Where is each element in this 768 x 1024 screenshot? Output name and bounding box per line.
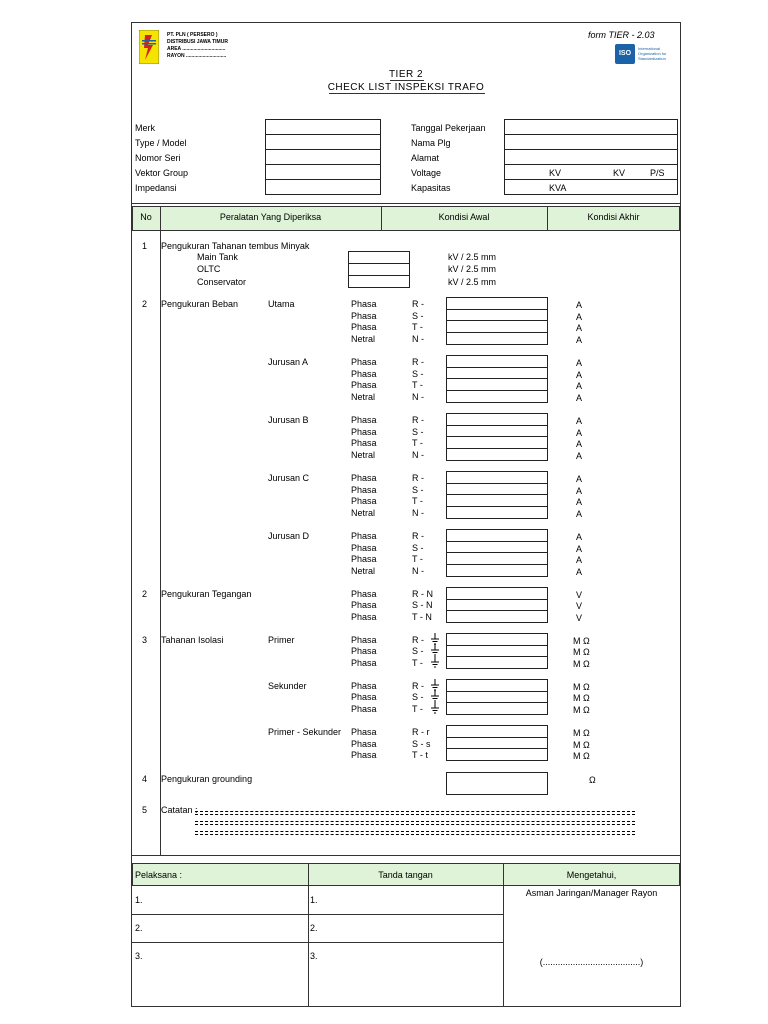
phasa-label: Phasa <box>351 658 377 668</box>
group-jurusan-b: Jurusan B <box>268 415 309 425</box>
tier-label: TIER 2 <box>388 69 424 80</box>
unit-a: A <box>576 323 583 333</box>
unit-a: A <box>576 428 583 438</box>
col-kondisi-akhir: Kondisi Akhir <box>587 212 640 222</box>
section3-number: 2 <box>142 589 148 599</box>
catatan-line[interactable] <box>195 821 635 825</box>
phasa-label: Phasa <box>351 369 377 379</box>
phasa-label: Phasa <box>351 600 377 610</box>
phasa-label: Phasa <box>351 554 377 564</box>
ground-icon <box>430 656 440 668</box>
tanda-tangan-label: Tanda tangan <box>378 870 433 880</box>
phase-s: S - <box>412 369 424 379</box>
vektor-group-field[interactable] <box>265 164 381 180</box>
phase-n: N - <box>412 450 424 460</box>
netral-label: Netral <box>351 508 376 518</box>
nomor-seri-label: Nomor Seri <box>135 153 181 163</box>
phasa-label: Phasa <box>351 612 377 622</box>
catatan-line[interactable] <box>195 811 635 815</box>
catatan-line[interactable] <box>195 831 635 835</box>
unit-mohm: M Ω <box>573 636 590 646</box>
pelaksana-row-2[interactable]: 2. <box>135 923 143 933</box>
nama-plg-label: Nama Plg <box>411 138 451 148</box>
phase-t: T - <box>412 496 423 506</box>
unit-v: V <box>576 613 583 623</box>
phase-r: R - <box>412 635 424 645</box>
phase-n: N - <box>412 334 424 344</box>
vektor-group-label: Vektor Group <box>135 168 189 178</box>
phase-rr: R - r <box>412 727 430 737</box>
group-sekunder: Sekunder <box>268 681 307 691</box>
company-name: PT. PLN ( PERSERO ) <box>167 32 218 38</box>
netral-label: Netral <box>351 334 376 344</box>
section2-number: 2 <box>142 299 148 309</box>
group-jurusan-c: Jurusan C <box>268 473 310 483</box>
unit-a: A <box>576 416 583 426</box>
phase-s: S - <box>412 485 424 495</box>
unit-a: A <box>576 300 583 310</box>
unit-mohm: M Ω <box>573 705 590 715</box>
phase-sn: S - N <box>412 600 433 610</box>
catatan-label: Catatan : <box>161 805 198 815</box>
unit-mohm: M Ω <box>573 751 590 761</box>
netral-label: Netral <box>351 450 376 460</box>
phase-n: N - <box>412 508 424 518</box>
grounding-field[interactable] <box>446 772 548 795</box>
phasa-label: Phasa <box>351 646 377 656</box>
phase-s: S - <box>412 311 424 321</box>
tanggal-field[interactable] <box>504 119 678 135</box>
phase-t: T - <box>412 322 423 332</box>
alamat-label: Alamat <box>411 153 440 163</box>
phase-t: T - <box>412 554 423 564</box>
phase-t: T - <box>412 658 423 668</box>
phase-r: R - <box>412 299 424 309</box>
phasa-label: Phasa <box>351 727 377 737</box>
unit-a: A <box>576 509 583 519</box>
form-code: form TIER - 2.03 <box>588 30 655 40</box>
phasa-label: Phasa <box>351 681 377 691</box>
kapasitas-label: Kapasitas <box>411 183 451 193</box>
section5-number: 4 <box>142 774 148 784</box>
unit-mohm: M Ω <box>573 682 590 692</box>
unit-v: V <box>576 601 583 611</box>
phase-s: S - <box>412 427 424 437</box>
area-field: AREA ............................... <box>167 46 226 52</box>
group-primer: Primer <box>268 635 295 645</box>
unit-a: A <box>576 312 583 322</box>
unit-a: A <box>576 358 583 368</box>
netral-label: Netral <box>351 566 376 576</box>
phase-r: R - <box>412 415 424 425</box>
phasa-label: Phasa <box>351 322 377 332</box>
ground-icon <box>430 644 440 656</box>
section1-number: 1 <box>142 241 148 251</box>
phasa-label: Phasa <box>351 427 377 437</box>
pelaksana-row-1[interactable]: 1. <box>135 895 143 905</box>
impedansi-label: Impedansi <box>135 183 177 193</box>
voltage-label: Voltage <box>411 168 442 178</box>
unit-a: A <box>576 439 583 449</box>
phasa-label: Phasa <box>351 750 377 760</box>
inspection-form <box>131 22 681 1007</box>
phase-s: S - <box>412 692 424 702</box>
section4-number: 3 <box>142 635 148 645</box>
phasa-label: Phasa <box>351 704 377 714</box>
unit-mohm: M Ω <box>573 659 590 669</box>
unit-mohm: M Ω <box>573 740 590 750</box>
phasa-label: Phasa <box>351 473 377 483</box>
phase-r: R - <box>412 473 424 483</box>
isolasi-field[interactable] <box>446 702 548 715</box>
merk-field[interactable] <box>265 119 381 135</box>
unit-a: A <box>576 532 583 542</box>
tegangan-field[interactable] <box>446 610 548 623</box>
beban-field[interactable] <box>446 564 548 577</box>
unit-a: A <box>576 544 583 554</box>
mengetahui-label: Mengetahui, <box>566 870 617 880</box>
isolasi-field[interactable] <box>446 656 548 669</box>
unit-kv-mm: kV / 2.5 mm <box>448 264 497 274</box>
section3-title: Pengukuran Tegangan <box>161 589 252 599</box>
unit-mohm: M Ω <box>573 728 590 738</box>
pln-logo-icon <box>139 30 159 64</box>
ground-icon <box>430 690 440 702</box>
phase-rn: R - N <box>412 589 433 599</box>
pelaksana-label: Pelaksana : <box>135 870 183 880</box>
page-title: CHECK LIST INSPEKSI TRAFO <box>327 82 485 93</box>
phasa-label: Phasa <box>351 692 377 702</box>
phase-r: R - <box>412 357 424 367</box>
section2-title: Pengukuran Beban <box>161 299 239 309</box>
unit-a: A <box>576 486 583 496</box>
ttd-row-1[interactable]: 1. <box>310 895 318 905</box>
beban-field[interactable] <box>446 332 548 345</box>
phase-n: N - <box>412 392 424 402</box>
nama-plg-field[interactable] <box>504 134 678 150</box>
unit-a: A <box>576 381 583 391</box>
isolasi-field[interactable] <box>446 748 548 761</box>
col-peralatan: Peralatan Yang Diperiksa <box>219 212 322 222</box>
section1-title: Pengukuran Tahanan tembus Minyak <box>161 241 310 251</box>
kapasitas-field[interactable] <box>504 179 678 195</box>
unit-a: A <box>576 393 583 403</box>
phasa-label: Phasa <box>351 380 377 390</box>
nomor-seri-field[interactable] <box>265 149 381 165</box>
unit-a: A <box>576 474 583 484</box>
section5-title: Pengukuran grounding <box>161 774 253 784</box>
section6-number: 5 <box>142 805 148 815</box>
phase-t: T - <box>412 380 423 390</box>
division-name: DISTRIBUSI JAWA TIMUR <box>167 39 228 45</box>
section4-title: Tahanan Isolasi <box>161 635 224 645</box>
phasa-label: Phasa <box>351 438 377 448</box>
col-kondisi-awal: Kondisi Awal <box>438 212 490 222</box>
unit-v: V <box>576 590 583 600</box>
col-no: No <box>140 212 152 222</box>
phasa-label: Phasa <box>351 531 377 541</box>
unit-a: A <box>576 555 583 565</box>
alamat-field[interactable] <box>504 149 678 165</box>
ttd-row-3[interactable]: 3. <box>310 951 318 961</box>
ground-icon <box>430 702 440 714</box>
unit-ohm: Ω <box>589 775 596 785</box>
phase-tn: T - N <box>412 612 432 622</box>
unit-kv-mm: kV / 2.5 mm <box>448 252 497 262</box>
phasa-label: Phasa <box>351 415 377 425</box>
rayon-field: RAYON ............................. <box>167 53 227 59</box>
conservator-field[interactable] <box>348 275 410 288</box>
kva-unit: KVA <box>549 183 567 193</box>
phase-t: T - <box>412 438 423 448</box>
phase-t: T - <box>412 704 423 714</box>
unit-a: A <box>576 451 583 461</box>
type-label: Type / Model <box>135 138 187 148</box>
phasa-label: Phasa <box>351 311 377 321</box>
unit-a: A <box>576 335 583 345</box>
group-jurusan-d: Jurusan D <box>268 531 310 541</box>
iso-logo-icon: ISO International Organization for Standardization <box>615 44 675 66</box>
phase-r: R - <box>412 531 424 541</box>
conservator-label: Conservator <box>197 277 247 287</box>
phasa-label: Phasa <box>351 589 377 599</box>
impedansi-field[interactable] <box>265 179 381 195</box>
phasa-label: Phasa <box>351 485 377 495</box>
signature-line[interactable]: (.......................................) <box>539 957 644 967</box>
phasa-label: Phasa <box>351 543 377 553</box>
phase-tt: T - t <box>412 750 428 760</box>
kv-unit-2: KV <box>613 168 626 178</box>
group-utama: Utama <box>268 299 295 309</box>
phasa-label: Phasa <box>351 496 377 506</box>
unit-a: A <box>576 370 583 380</box>
phase-s: S - <box>412 543 424 553</box>
unit-mohm: M Ω <box>573 693 590 703</box>
phasa-label: Phasa <box>351 357 377 367</box>
phase-r: R - <box>412 681 424 691</box>
phasa-label: Phasa <box>351 299 377 309</box>
beban-field[interactable] <box>446 448 548 461</box>
netral-label: Netral <box>351 392 376 402</box>
unit-a: A <box>576 567 583 577</box>
pelaksana-row-3[interactable]: 3. <box>135 951 143 961</box>
oltc-label: OLTC <box>197 264 221 274</box>
phase-n: N - <box>412 566 424 576</box>
merk-label: Merk <box>135 123 155 133</box>
jabatan-label: Asman Jaringan/Manager Rayon <box>525 888 658 898</box>
ps-unit: P/S <box>650 168 665 178</box>
unit-mohm: M Ω <box>573 647 590 657</box>
beban-field[interactable] <box>446 390 548 403</box>
tanggal-label: Tanggal Pekerjaan <box>411 123 486 133</box>
main-tank-label: Main Tank <box>197 252 238 262</box>
phase-ss: S - s <box>412 739 431 749</box>
phasa-label: Phasa <box>351 739 377 749</box>
phase-s: S - <box>412 646 424 656</box>
unit-a: A <box>576 497 583 507</box>
type-field[interactable] <box>265 134 381 150</box>
group-primer-sekunder: Primer - Sekunder <box>268 727 342 737</box>
beban-field[interactable] <box>446 506 548 519</box>
phasa-label: Phasa <box>351 635 377 645</box>
unit-kv-mm: kV / 2.5 mm <box>448 277 497 287</box>
kv-unit-1: KV <box>549 168 562 178</box>
group-jurusan-a: Jurusan A <box>268 357 309 367</box>
ttd-row-2[interactable]: 2. <box>310 923 318 933</box>
